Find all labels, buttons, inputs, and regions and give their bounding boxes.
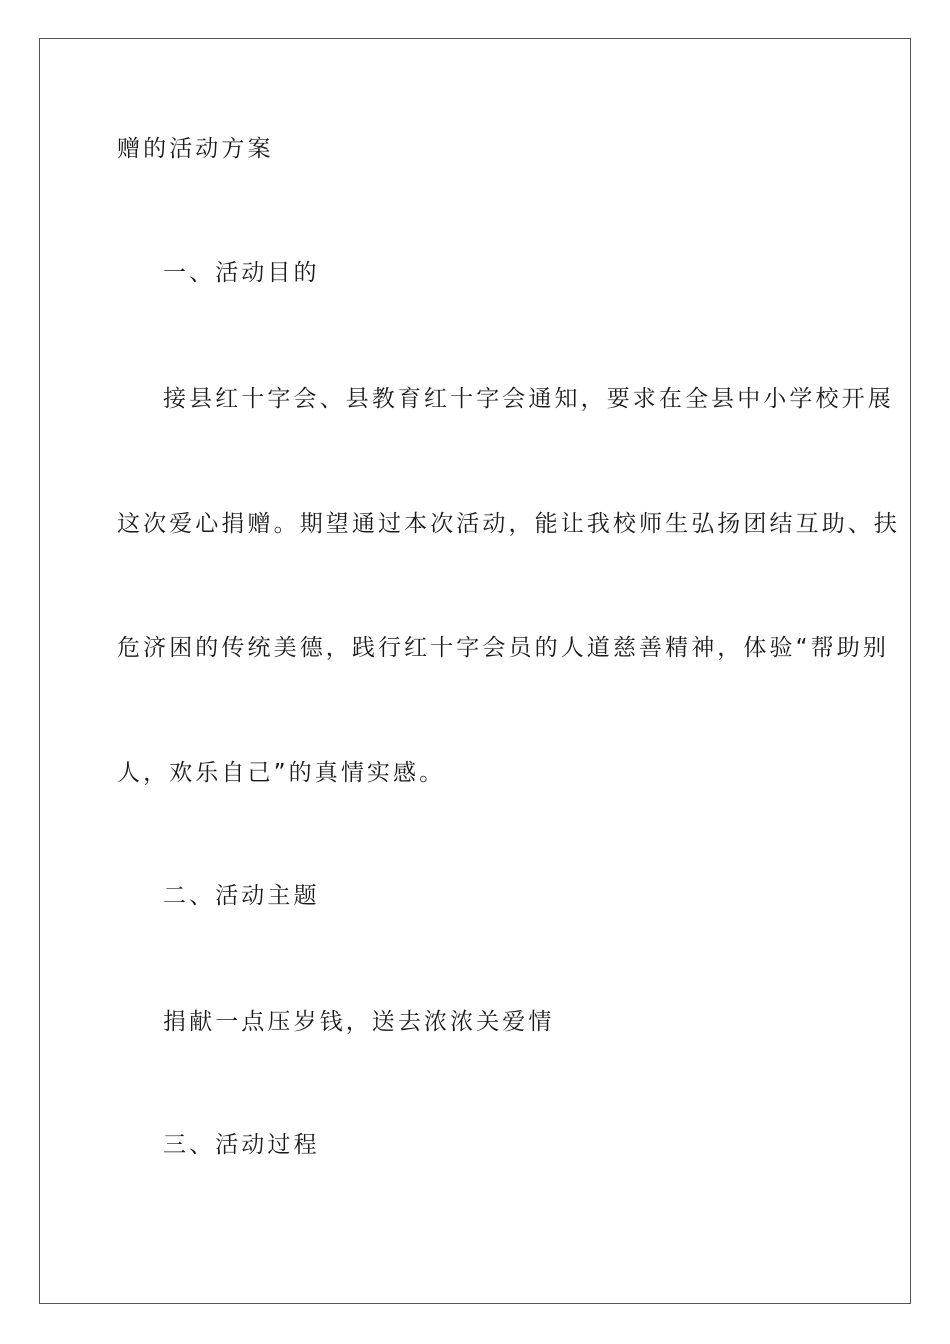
page-border	[39, 38, 911, 1304]
title-fragment: 赠的活动方案	[117, 136, 274, 162]
paragraph-line: 接县红十字会、县教育红十字会通知，要求在全县中小学校开展	[163, 386, 894, 412]
theme-text: 捐献一点压岁钱，送去浓浓关爱情	[163, 1009, 555, 1035]
paragraph-line: 人，欢乐自己”的真情实感。	[117, 760, 446, 786]
heading-process: 三、活动过程	[163, 1132, 320, 1158]
heading-purpose: 一、活动目的	[163, 260, 320, 286]
paragraph-line: 危济困的传统美德，践行红十字会员的人道慈善精神，体验“帮助别	[117, 635, 889, 661]
paragraph-line: 这次爱心捐赠。期望通过本次活动，能让我校师生弘扬团结互助、扶	[117, 511, 900, 537]
heading-theme: 二、活动主题	[163, 883, 320, 909]
